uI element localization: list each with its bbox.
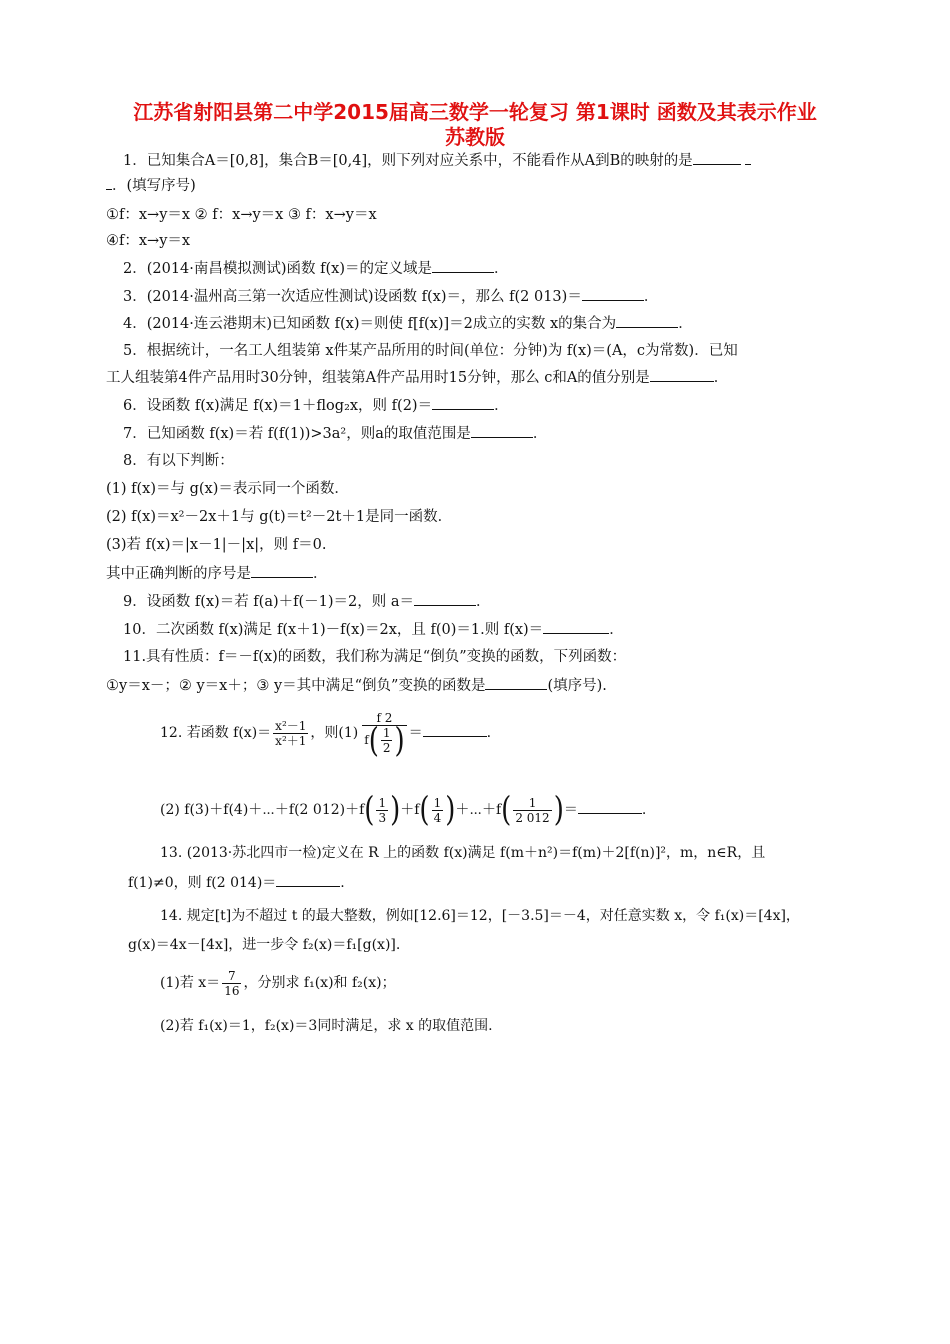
fraction: $\frac{\text{x²－1}}{\text{x²＋1}}$ bbox=[275, 718, 307, 748]
paren: ) bbox=[553, 790, 564, 830]
question-12-part2: (2) f(3)＋f(4)＋⋯＋f(2 012)＋f( $\frac{1}{3}$ )＋f( $\frac{1}{4}$ )＋⋯＋f( $\frac{1}{2 012}$ )＝ . bbox=[160, 790, 647, 830]
question-12-part1: 12. 若函数 f(x)＝ $\frac{\text{x²－1}}{\text{x²＋1}}$ ，则(1) f 2 f( $\frac{1}{2}$ ) ＝ . bbox=[160, 711, 492, 760]
paren: ( bbox=[501, 790, 512, 830]
question-2: 2．(2014·南昌模拟测试)函数 f(x)＝的定义域是 ． bbox=[123, 258, 509, 279]
paren: ( bbox=[419, 790, 430, 830]
answer-blank bbox=[432, 258, 494, 273]
paren: ) bbox=[394, 721, 405, 760]
answer-blank bbox=[432, 395, 494, 410]
answer-blank bbox=[616, 313, 678, 328]
answer-blank bbox=[414, 591, 476, 606]
answer-blank bbox=[693, 150, 741, 165]
fraction: $\frac{7}{16}$ bbox=[224, 968, 240, 998]
question-9: 9．设函数 f(x)＝若 f(a)＋f(－1)＝2，则 a＝ ． bbox=[123, 591, 491, 612]
fraction: $\frac{1}{2 012}$ bbox=[515, 795, 550, 825]
question-1-line1: 1．已知集合A＝[0,8]，集合B＝[0,4]，则下列对应关系中，不能看作从A到B的映射的是 bbox=[123, 150, 751, 171]
question-8-head: 8．有以下判断： bbox=[123, 453, 234, 469]
answer-blank bbox=[745, 150, 751, 165]
question-7: 7．已知函数 f(x)＝若 f(f(1))>3a²，则a的取值范围是 ． bbox=[123, 423, 547, 444]
answer-blank bbox=[251, 563, 313, 578]
question-1-options-row2: ④f：x→y＝x bbox=[106, 233, 191, 249]
question-13-line1: 13. (2013·苏北四市一检)定义在 R 上的函数 f(x)满足 f(m＋n²)＝f(m)＋2[f(n)]²，m，n∈R，且 bbox=[160, 845, 766, 861]
question-6: 6．设函数 f(x)满足 f(x)＝1＋flog₂x，则 f(2)＝ ． bbox=[123, 395, 509, 416]
question-14-part2: (2)若 f₁(x)＝1，f₂(x)＝3同时满足，求 x 的取值范围. bbox=[160, 1018, 493, 1034]
question-14-part1: (1)若 x＝ $\frac{7}{16}$ ，分别求 f₁(x)和 f₂(x)； bbox=[160, 968, 396, 998]
question-5-line2: 工人组装第4件产品用时30分钟，组装第A件产品用时15分钟，那么 c和A的值分别是 ． bbox=[106, 367, 728, 388]
paren: ( bbox=[368, 721, 379, 760]
question-14-line2: g(x)＝4x－[4x]，进一步令 f₂(x)＝f₁[g(x)]. bbox=[128, 937, 401, 953]
answer-blank bbox=[485, 675, 547, 690]
answer-blank bbox=[582, 286, 644, 301]
question-13-line2: f(1)≠0，则 f(2 014)＝ . bbox=[128, 872, 345, 893]
answer-blank bbox=[276, 872, 340, 887]
question-8-statement-2: (2) f(x)＝x²－2x＋1与 g(t)＝t²－2t＋1是同一函数． bbox=[106, 509, 453, 525]
paren: ) bbox=[445, 790, 456, 830]
question-4: 4．(2014·连云港期末)已知函数 f(x)＝则使 f[f(x)]＝2成立的实数 x的集合为 ． bbox=[123, 313, 693, 334]
question-1-options-row1: ①f：x→y＝x ② f：x→y＝x ③ f：x→y＝x bbox=[106, 207, 377, 223]
document-title-line1: 江苏省射阳县第二中学2015届高三数学一轮复习 第1课时 函数及其表示作业 bbox=[133, 100, 817, 124]
fraction: $\frac{1}{4}$ bbox=[433, 795, 442, 825]
fraction: $\frac{1}{3}$ bbox=[378, 795, 387, 825]
question-8-ask: 其中正确判断的序号是 ． bbox=[106, 563, 328, 584]
answer-blank bbox=[471, 423, 533, 438]
fraction: $\frac{1}{2}$ bbox=[382, 726, 391, 755]
question-1-line2: ．(填写序号) bbox=[106, 175, 196, 196]
question-5-line1: 5．根据统计，一名工人组装第 x件某产品所用的时间(单位：分钟)为 f(x)＝(A，c为常数)．已知 bbox=[123, 343, 738, 359]
answer-blank bbox=[578, 799, 642, 814]
question-3: 3．(2014·温州高三第一次适应性测试)设函数 f(x)＝，那么 f(2 013)＝ ． bbox=[123, 286, 658, 307]
answer-blank bbox=[423, 722, 487, 737]
answer-blank bbox=[650, 367, 714, 382]
paren: ) bbox=[390, 790, 401, 830]
answer-blank bbox=[543, 619, 609, 634]
question-11-line1: 11.具有性质：f＝－f(x)的函数，我们称为满足“倒负”变换的函数，下列函数： bbox=[123, 649, 627, 665]
fraction: f 2 f( $\frac{1}{2}$ ) bbox=[364, 711, 405, 760]
question-8-statement-3: (3)若 f(x)＝|x－1|－|x|，则 f＝0. bbox=[106, 537, 327, 553]
paren: ( bbox=[364, 790, 375, 830]
question-8-statement-1: (1) f(x)＝与 g(x)＝表示同一个函数． bbox=[106, 481, 349, 497]
document-title-line2: 苏教版 bbox=[445, 125, 505, 149]
question-14-line1: 14. 规定[t]为不超过 t 的最大整数，例如[12.6]＝12，[－3.5]＝－4，对任意实数 x，令 f₁(x)＝[4x]， bbox=[160, 908, 800, 924]
question-11-line2: ①y＝x－；② y＝x＋；③ y＝其中满足“倒负”变换的函数是 (填序号). bbox=[106, 675, 607, 696]
question-10: 10．二次函数 f(x)满足 f(x＋1)－f(x)＝2x，且 f(0)＝1.则 f(x)＝ ． bbox=[123, 619, 624, 640]
